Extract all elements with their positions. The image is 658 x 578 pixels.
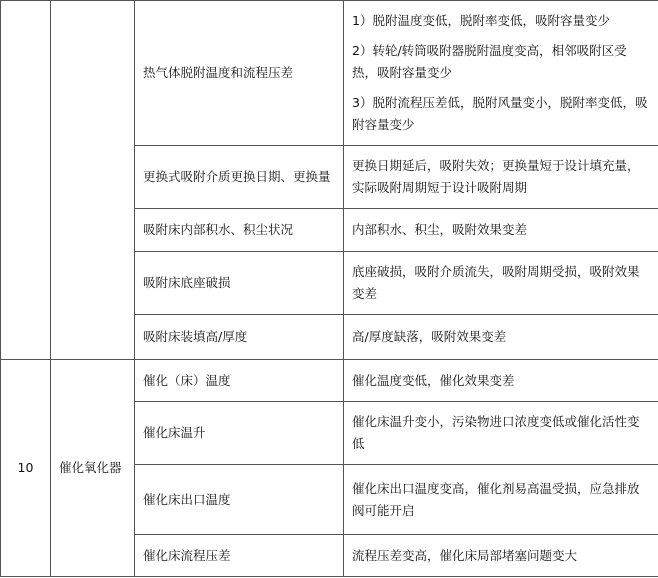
check-item-cell: 更换式吸附介质更换日期、更换量 bbox=[135, 146, 344, 209]
table-row bbox=[1, 1, 658, 146]
effect-cell: 流程压差变高，催化床局部堵塞问题变大 bbox=[344, 535, 658, 577]
check-item-cell: 催化床出口温度 bbox=[135, 465, 344, 535]
effect-cell: 高/厚度缺落，吸附效果变差 bbox=[344, 315, 658, 360]
effect-line: 3）脱附流程压差低，脱附风量变小，脱附率变低，吸附容量变少 bbox=[352, 95, 648, 132]
effect-line: 1）脱附温度变低，脱附率变低，吸附容量变少 bbox=[352, 13, 610, 28]
check-item-cell: 催化床流程压差 bbox=[135, 535, 344, 577]
row-number-cell bbox=[1, 1, 51, 360]
effect-cell: 内部积水、积尘，吸附效果变差 bbox=[344, 209, 658, 252]
row-number-cell: 10 bbox=[1, 360, 51, 577]
effect-cell: 更换日期延后，吸附失效；更换量短于设计填充量，实际吸附周期短于设计吸附周期 bbox=[344, 146, 658, 209]
check-item-cell: 吸附床装填高/厚度 bbox=[135, 315, 344, 360]
effect-cell: 催化温度变低，催化效果变差 bbox=[344, 360, 658, 402]
check-item-cell: 催化（床）温度 bbox=[135, 360, 344, 402]
table-row bbox=[1, 360, 658, 402]
effect-cell: 催化床出口温度变高，催化剂易高温受损，应急排放阀可能开启 bbox=[344, 465, 658, 535]
check-item-cell: 吸附床内部积水、积尘状况 bbox=[135, 209, 344, 252]
effect-line: 2）转轮/转筒吸附器脱附温度变高，相邻吸附区受热，吸附容量变少 bbox=[352, 43, 627, 80]
equipment-cell: 催化氧化器 bbox=[51, 360, 135, 577]
equipment-cell bbox=[51, 1, 135, 360]
effect-cell: 催化床温升变小，污染物进口浓度变低或催化活性变低 bbox=[344, 402, 658, 465]
check-item-cell: 催化床温升 bbox=[135, 402, 344, 465]
effect-cell: 底座破损，吸附介质流失，吸附周期受损，吸附效果变差 bbox=[344, 252, 658, 315]
check-item-cell: 吸附床底座破损 bbox=[135, 252, 344, 315]
check-item-cell: 热气体脱附温度和流程压差 bbox=[135, 1, 344, 146]
effect-cell bbox=[344, 1, 658, 146]
